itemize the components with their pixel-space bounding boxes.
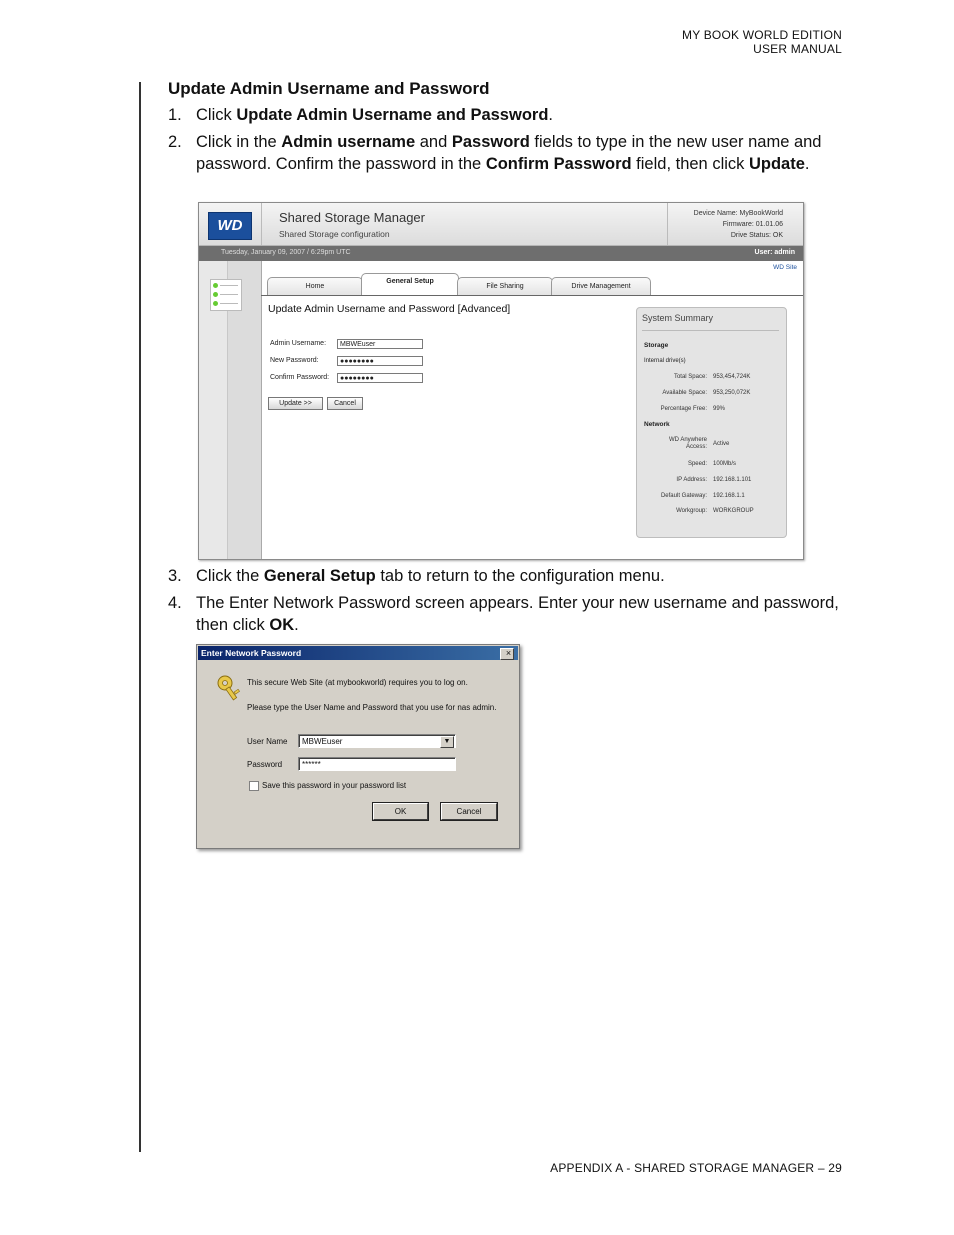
main-content-continued: [168, 565, 848, 641]
firmware: Firmware: 01.01.06: [722, 221, 783, 228]
ok-button[interactable]: OK: [373, 803, 428, 820]
divider: [642, 330, 779, 331]
admin-username-input[interactable]: MBWEuser: [337, 339, 423, 349]
step-number: 2.: [168, 133, 182, 151]
update-button[interactable]: Update >>: [268, 397, 323, 410]
dialog-message-1: This secure Web Site (at mybookworld) requires you to log on.: [247, 678, 468, 687]
internal-drives: Internal drive(s): [644, 358, 686, 364]
step-4: [168, 592, 848, 636]
step-text: .: [548, 106, 553, 124]
step-text: The Enter Network Password screen appears. Enter your new username and password, then click: [196, 594, 839, 634]
header-line-2: USER MANUAL: [753, 42, 842, 56]
wd-site-link[interactable]: WD Site: [773, 264, 797, 271]
app-title: Shared Storage Manager: [279, 210, 425, 225]
workgroup-value: WORKGROUP: [713, 508, 754, 514]
total-space-value: 953,454,724K: [713, 374, 751, 380]
gateway-value: 192.168.1.1: [713, 493, 745, 499]
steps-list-b: [168, 565, 848, 636]
running-header: [682, 28, 842, 56]
step-text: fields to type in the new user name and password. Confirm the password in the: [196, 133, 822, 173]
ip-address-value: 192.168.1.101: [713, 477, 752, 483]
device-name: Device Name: MyBookWorld: [693, 210, 783, 217]
user-name-dropdown[interactable]: [298, 734, 456, 748]
section-title: Update Admin Username and Password: [168, 79, 490, 98]
step-bold: Password: [451, 133, 530, 151]
wd-anywhere-label-line1: WD Anywhere: [668, 437, 707, 443]
percentage-free-value: 99%: [713, 406, 726, 412]
close-icon[interactable]: ×: [500, 648, 514, 660]
tab-general-setup[interactable]: General Setup: [361, 273, 459, 296]
system-summary-panel: [636, 307, 787, 538]
left-sidebar: [199, 261, 262, 559]
step-text: Click the: [196, 567, 264, 585]
tab-home[interactable]: Home: [267, 277, 363, 295]
step-text: field, then click: [631, 155, 749, 173]
header-line-1: MY BOOK WORLD EDITION: [682, 28, 842, 42]
step-text: and: [415, 133, 452, 151]
user-name-value: MBWEuser: [302, 737, 343, 746]
step-text: tab to return to the configuration menu.: [375, 567, 665, 585]
main-content: [168, 78, 848, 180]
tab-underline: [261, 295, 803, 296]
available-space-value: 953,250,072K: [713, 390, 751, 396]
step-number: 4.: [168, 594, 182, 612]
step-number: 1.: [168, 106, 182, 124]
password-input[interactable]: ******: [298, 757, 456, 771]
speed-value: 100Mb/s: [713, 461, 737, 467]
wd-anywhere-label-line2: Access:: [685, 444, 707, 450]
app-subtitle: Shared Storage configuration: [279, 229, 390, 239]
step-text: .: [294, 616, 299, 634]
ssm-header: [199, 203, 803, 246]
tab-file-sharing[interactable]: File Sharing: [457, 277, 553, 295]
total-space-label: Total Space:: [673, 374, 707, 380]
user-name-label: User Name: [247, 737, 288, 746]
current-user: User: admin: [754, 249, 795, 256]
step-number: 3.: [168, 567, 182, 585]
chevron-down-icon[interactable]: ▼: [440, 736, 454, 748]
ip-address-label: IP Address:: [676, 477, 707, 483]
save-password-checkbox[interactable]: [249, 781, 259, 791]
form-heading: Update Admin Username and Password [Advanced]: [268, 303, 511, 315]
wd-logo: WD: [208, 212, 252, 240]
cancel-button[interactable]: Cancel: [441, 803, 497, 820]
status-bar: [199, 246, 803, 261]
storage-heading: Storage: [644, 342, 669, 349]
page-footer: APPENDIX A - SHARED STORAGE MANAGER – 29: [550, 1161, 842, 1175]
device-info: [694, 208, 783, 241]
step-bold: Confirm Password: [485, 155, 632, 173]
date-time: Tuesday, January 09, 2007 / 6:29pm UTC: [221, 249, 351, 256]
new-password-input[interactable]: ●●●●●●●●: [337, 356, 423, 366]
drive-status: Drive Status: OK: [730, 232, 783, 239]
divider: [667, 203, 668, 245]
summary-title: System Summary: [642, 313, 714, 323]
admin-username-label: Admin Username:: [270, 340, 327, 347]
network-heading: Network: [644, 421, 670, 428]
step-bold: OK: [269, 616, 295, 634]
dialog-title-bar: [198, 646, 518, 660]
gateway-label: Default Gateway:: [660, 493, 707, 499]
margin-rule: [139, 82, 141, 1152]
step-1: [168, 104, 848, 126]
key-icon: [216, 674, 242, 702]
step-2: [168, 131, 848, 175]
workgroup-label: Workgroup:: [676, 508, 707, 514]
confirm-password-label: Confirm Password:: [270, 374, 330, 381]
dialog-title: Enter Network Password: [201, 648, 302, 658]
dialog-message-2: Please type the User Name and Password that you use for nas admin.: [247, 703, 497, 712]
steps-list-a: [168, 104, 848, 175]
step-3: [168, 565, 848, 587]
save-password-label: Save this password in your password list: [262, 781, 407, 790]
step-bold: Admin username: [281, 133, 416, 151]
available-space-label: Available Space:: [662, 390, 707, 396]
tab-drive-management[interactable]: Drive Management: [551, 277, 651, 295]
percentage-free-label: Percentage Free:: [660, 406, 707, 412]
step-bold: Update Admin Username and Password: [236, 106, 549, 124]
wd-anywhere-value: Active: [713, 441, 730, 447]
step-text: Click: [196, 106, 237, 124]
enter-network-password-dialog: [196, 644, 520, 849]
new-password-label: New Password:: [270, 357, 319, 364]
step-bold: Update: [748, 155, 805, 173]
step-text: .: [804, 155, 810, 173]
confirm-password-input[interactable]: ●●●●●●●●: [337, 373, 423, 383]
step-bold: General Setup: [263, 567, 376, 585]
password-label: Password: [247, 760, 283, 769]
step-text: Click in the: [196, 133, 282, 151]
divider: [261, 203, 262, 245]
wd-anywhere-label: [669, 437, 707, 451]
checklist-icon: [210, 279, 242, 311]
shared-storage-manager-screenshot: [198, 202, 804, 560]
cancel-button[interactable]: Cancel: [327, 397, 363, 410]
speed-label: Speed:: [687, 461, 707, 467]
